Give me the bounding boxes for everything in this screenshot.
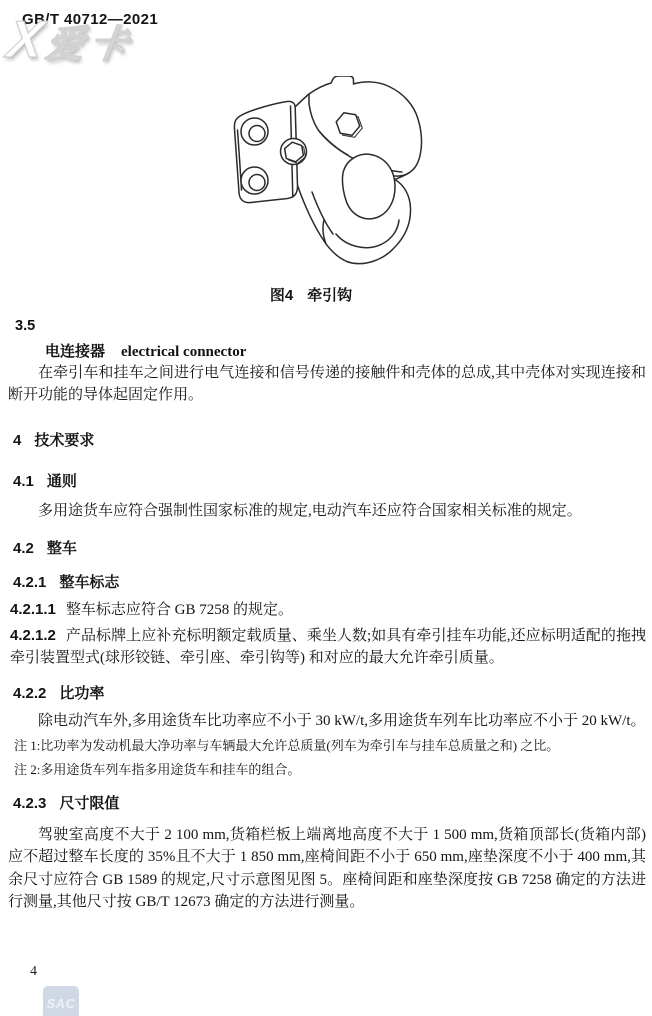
heading-4-2-number: 4.2 — [13, 540, 34, 557]
heading-4-title: 技术要求 — [34, 432, 95, 449]
sac-logo — [43, 986, 79, 1016]
heading-4-number: 4 — [13, 432, 22, 449]
heading-4-2-1-number: 4.2.1 — [13, 574, 47, 591]
heading-4-2-3 — [13, 792, 119, 813]
paragraph-4-2-1-2 — [10, 625, 646, 670]
figure-caption-title: 牵引钩 — [307, 287, 353, 304]
figure-4-caption — [0, 284, 622, 305]
heading-4-1-title: 通则 — [46, 473, 77, 490]
heading-4-2-1-title: 整车标志 — [59, 574, 120, 591]
section-3-5-number: 3.5 — [15, 318, 36, 334]
term-line — [45, 340, 246, 361]
note-1: 注 1:比功率为发动机最大净功率与车辆最大允许总质量(列车为牵引车与挂车总质量之和) 之比。 — [14, 738, 560, 753]
term-chinese: 电连接器 — [45, 343, 106, 360]
heading-4-2 — [13, 537, 77, 558]
heading-4-2-2 — [13, 682, 104, 703]
paragraph-4-2-1-1-text: 整车标志应符合 GB 7258 的规定。 — [65, 602, 293, 618]
term-english: electrical connector — [121, 344, 247, 360]
heading-4-2-3-title: 尺寸限值 — [59, 795, 120, 812]
note-2: 注 2:多用途货车列车指多用途货车和挂车的组合。 — [14, 762, 301, 777]
paragraph-4-2-2: 除电动汽车外,多用途货车比功率应不小于 30 kW/t,多用途货车列车比功率应不小于 20 kW/t。 — [38, 713, 646, 729]
paragraph-4-2-1-1 — [10, 599, 648, 621]
heading-4-1 — [13, 470, 77, 491]
heading-4-2-2-title: 比功率 — [59, 685, 105, 702]
page-number: 4 — [30, 964, 37, 979]
heading-4 — [13, 429, 94, 450]
sac-logo-text: SAC — [46, 995, 76, 1011]
paragraph-4-2-1-1-number: 4.2.1.1 — [10, 601, 56, 618]
heading-4-2-3-number: 4.2.3 — [13, 795, 47, 812]
heading-4-2-2-number: 4.2.2 — [13, 685, 47, 702]
paragraph-4-2-1-2-text: 产品标牌上应补充标明额定载质量、乘坐人数;如具有牵引挂车功能,还应标明适配的拖拽牵引装置型式(球形铰链、牵引座、牵引钩等) 和对应的最大允许牵引质量。 — [10, 628, 646, 667]
paragraph-4-1: 多用途货车应符合强制性国家标准的规定,电动汽车还应符合国家相关标准的规定。 — [38, 503, 582, 519]
heading-4-1-number: 4.1 — [13, 473, 34, 490]
paragraph-4-2-1-2-number: 4.2.1.2 — [10, 627, 56, 644]
tow-hook-illustration — [226, 76, 426, 271]
standard-number-header: GB/T 40712—2021 — [22, 11, 159, 28]
watermark-x-glyph: X — [3, 11, 47, 69]
paragraph-4-2-3: 驾驶室高度不大于 2 100 mm,货箱栏板上端离地高度不大于 1 500 mm,货箱顶部长(货箱内部)应不超过整车长度的 35%且不大于 1 850 mm,座椅间距不小于 650 mm,座垫深度不小于 400 mm,其余尺寸应符合 GB 1589 的规定,尺寸示意图见图 5。座椅间距和座垫深度按 GB 7258 确定的方法进行测量,其他尺寸按 GB/T 12673 确定的方法进行测量。 — [8, 827, 646, 910]
term-definition-paragraph: 在牵引车和挂车之间进行电气连接和信号传递的接触件和壳体的总成,其中壳体对实现连接和断开功能的导体起固定作用。 — [8, 365, 646, 404]
heading-4-2-1 — [13, 571, 119, 592]
watermark-text: 爱卡 — [43, 24, 137, 66]
figure-4-tow-hook-drawing — [226, 76, 426, 271]
figure-caption-label: 图4 — [269, 287, 294, 304]
heading-4-2-title: 整车 — [46, 540, 77, 557]
